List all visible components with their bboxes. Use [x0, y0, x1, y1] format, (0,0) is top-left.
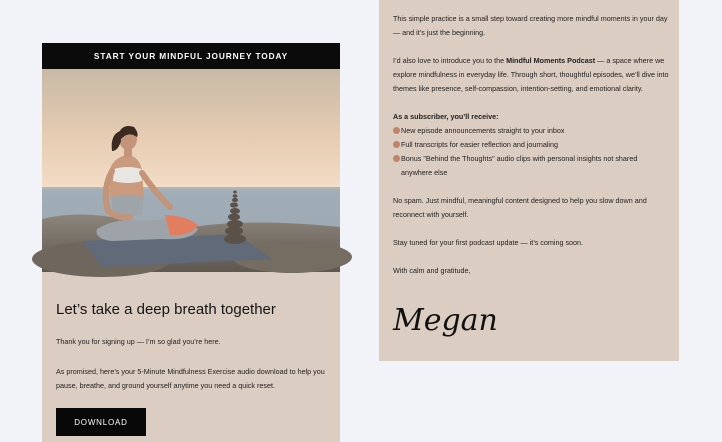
welcome-email-card — [42, 43, 340, 442]
bullet-dot-icon — [393, 141, 400, 148]
body-text: As promised, here’s your 5-Minute Mindfulness Exercise audio download to help you pause, breathe, and ground yourself anytime you need a quick reset. — [56, 367, 325, 390]
podcast-email-card — [379, 0, 679, 361]
paragraph-stay-tuned: Stay tuned for your first podcast update — it’s coming soon. — [393, 238, 584, 247]
paragraph-podcast — [393, 54, 669, 96]
meditation-photo — [42, 69, 340, 272]
paragraph-intro: This simple practice is a small step toward creating more mindful moments in your day — and it’s just the beginning. — [393, 14, 668, 37]
bullet-dot-icon — [393, 127, 400, 134]
podcast-name: Mindful Moments Podcast — [506, 56, 596, 65]
benefit-text: Bonus "Behind the Thoughts" audio clips with personal insights not shared anywhere else — [401, 154, 638, 177]
intro-text: Thank you for signing up — I’m so glad you’re here. — [56, 337, 221, 346]
signature-megan — [391, 290, 498, 350]
benefit-item — [393, 138, 669, 152]
closing-text: With calm and gratitude, — [393, 266, 471, 275]
bullet-dot-icon — [393, 155, 400, 162]
benefit-item — [393, 124, 669, 138]
podcast-text-lead: I’d also love to introduce you to the — [393, 56, 507, 65]
signature-text: Megan — [393, 303, 498, 338]
subscriber-heading: As a subscriber, you’ll receive: — [393, 112, 499, 121]
email-headline: Let’s take a deep breath together — [56, 301, 276, 318]
download-button[interactable]: DOWNLOAD — [56, 408, 146, 436]
benefit-text: Full transcripts for easier reflection and journaling — [401, 140, 559, 149]
benefits-list — [393, 124, 669, 180]
hero-image-meditation — [42, 69, 340, 272]
top-banner: START YOUR MINDFUL JOURNEY TODAY — [42, 43, 340, 69]
benefit-text: New episode announcements straight to your inbox — [401, 126, 565, 135]
benefit-item — [393, 152, 669, 180]
podcast-text-rest: — a space where we explore mindfulness in everyday life. Through short, thoughtful episodes, we’ll dive into themes like presence, self-compassion, intention-setting, and emotional clarity. — [393, 56, 669, 93]
paragraph-no-spam: No spam. Just mindful, meaningful content designed to help you slow down and reconnect with yourself. — [393, 196, 647, 219]
